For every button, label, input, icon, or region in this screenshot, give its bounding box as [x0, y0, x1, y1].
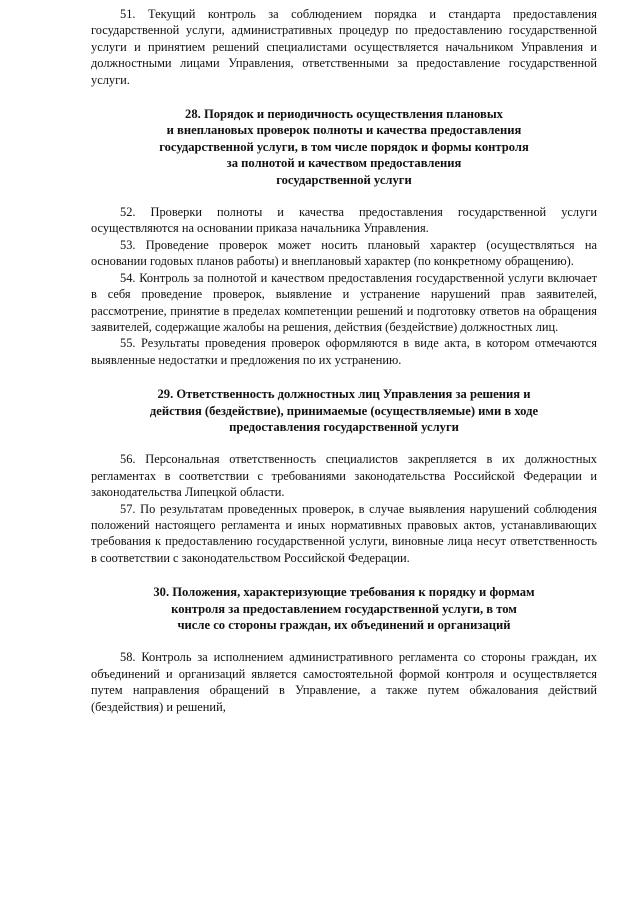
heading-line: за полнотой и качеством предоставления: [226, 156, 462, 171]
section-heading-29: [91, 386, 597, 435]
section-heading-30: [91, 584, 597, 633]
paragraph-51: 51. Текущий контроль за соблюдением порядка и стандарта предоставления государственной услуги, административных процедур по предоставлению государственной услуги и принятием решений специалистами осуществляется начальником Управления и должностными лицами Управления, ответственными за предоставление государственной услуги.: [91, 7, 597, 87]
paragraph-56: 56. Персональная ответственность специалистов закрепляется в их должностных регламентах в соответствии с требованиями законодательства Российской Федерации и законодательства Липецкой области.: [91, 452, 597, 500]
section-heading-28: [91, 106, 597, 188]
heading-line: действия (бездействие), принимаемые (осуществляемые) ими в ходе: [149, 403, 539, 418]
paragraph-52: 52. Проверки полноты и качества предоставления государственной услуги осуществляются на основании приказа начальника Управления.: [91, 205, 597, 236]
heading-line: 28. Порядок и периодичность осуществления плановых: [185, 107, 503, 122]
heading-line: числе со стороны граждан, их объединений и организаций: [177, 618, 511, 632]
heading-line: и внеплановых проверок полноты и качества предоставления: [166, 123, 522, 138]
paragraph-54: 54. Контроль за полнотой и качеством предоставления государственной услуги включает в себя проведение проверок, выявление и устранение нарушений прав заявителей, рассмотрение, принятие в пределах компетенции решений и подготовку ответов на обращения заявителей, содержащие жалобы на решения, действия (бездействие) должностных лиц.: [91, 270, 597, 334]
document-page: [91, 6, 597, 715]
heading-line: 30. Положения, характеризующие требования к порядку и формам: [153, 585, 535, 600]
paragraph-55: 55. Результаты проведения проверок оформляются в виде акта, в котором отмечаются выявленные недостатки и предложения по их устранению.: [91, 336, 597, 367]
heading-line: 29. Ответственность должностных лиц Управления за решения и: [157, 387, 531, 402]
paragraph-58: 58. Контроль за исполнением административного регламента со стороны граждан, их объединений и организаций является самостоятельной формой контроля и осуществляется путем направления обращений в Управление, а также путем обжалования действий (бездействия) и решений,: [91, 650, 597, 714]
heading-line: контроля за предоставлением государственной услуги, в том: [171, 601, 517, 616]
paragraph-57: 57. По результатам проведенных проверок, в случае выявления нарушений соблюдения положений настоящего регламента и иных нормативных правовых актов, устанавливающих требования к предоставлению государственной услуги, виновные лица несут ответственность в соответствии с законодательством Российской Федерации.: [91, 501, 597, 565]
heading-line: предоставления государственной услуги: [229, 419, 459, 434]
heading-line: государственной услуги: [276, 172, 412, 187]
heading-line: государственной услуги, в том числе порядок и формы контроля: [159, 139, 529, 154]
paragraph-53: 53. Проведение проверок может носить плановый характер (осуществляться на основании годовых планов работы) и внеплановый характер (по конкретному обращению).: [91, 237, 597, 269]
